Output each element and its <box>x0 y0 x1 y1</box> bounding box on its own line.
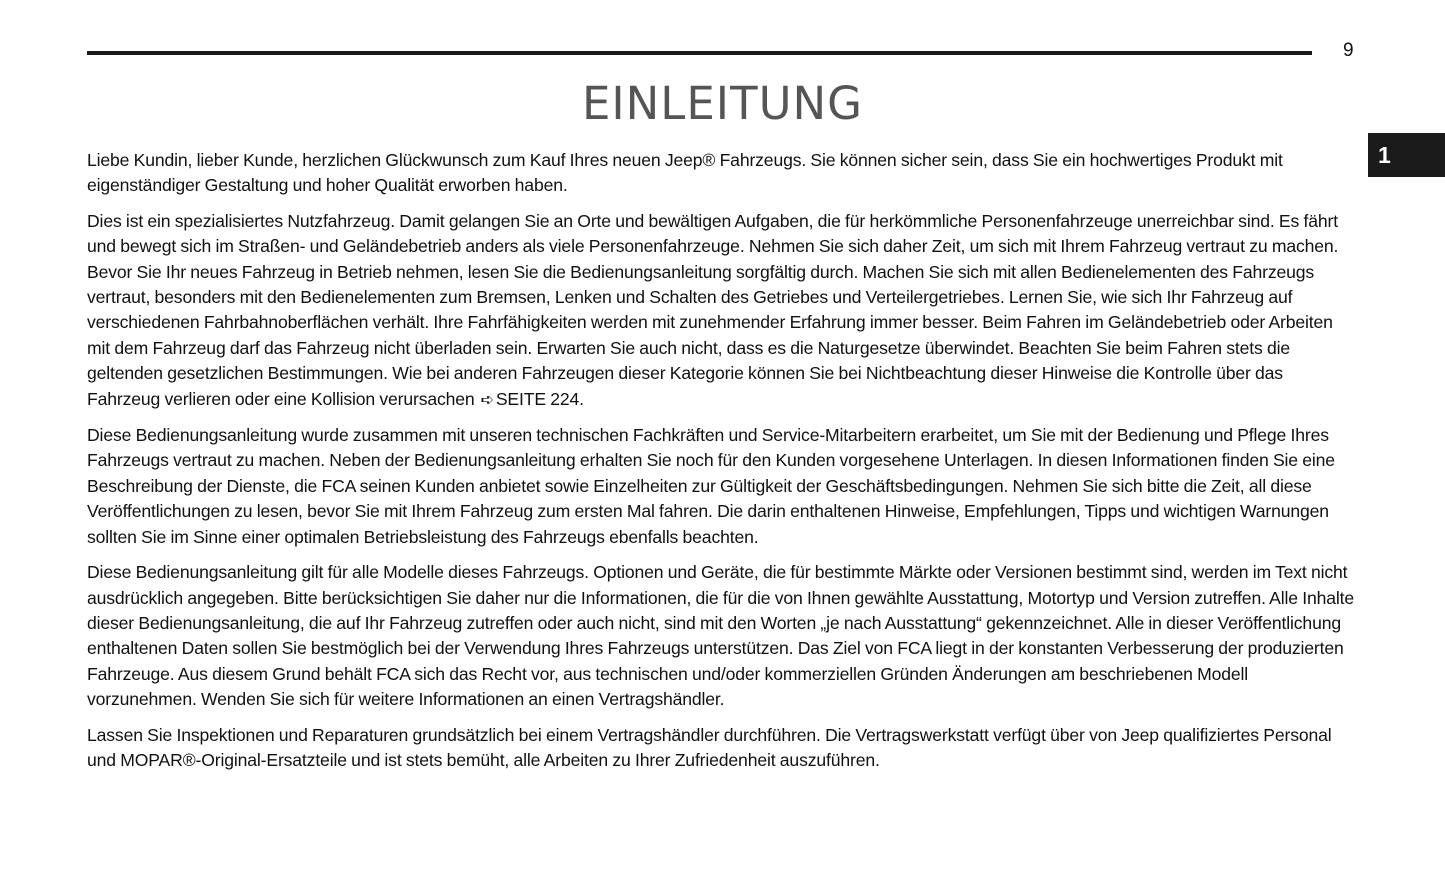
cross-reference-link[interactable]: SEITE 224 <box>495 388 580 409</box>
cross-reference-suffix: . <box>579 388 584 409</box>
page-title: EINLEITUNG <box>581 77 864 130</box>
paragraph-service: Lassen Sie Inspektionen und Reparaturen grundsätzlich bei einem Vertragshändler durchführen. Die Vertragswerkstatt verfügt über von Jeep qualifiziertes Personal und MOPAR®-Original-Ersatzteile und ist stets bemüht, alle Arbeiten zu Ihrer Zufriedenheit auszuführen. <box>87 724 1332 770</box>
paragraph-vehicle-handling <box>87 209 1359 413</box>
page-number: 9 <box>1343 40 1354 61</box>
arrow-right-icon: ➪ <box>480 391 494 409</box>
paragraph-vehicle-handling-text: Dies ist ein spezialisiertes Nutzfahrzeug. Damit gelangen Sie an Orte und bewältigen Aufgaben, die für herkömmliche Personenfahrzeuge unerreichbar sind. Es fährt und bewegt sich im Straßen- und Geländebetrieb anders als viele Personenfahrzeuge. Nehmen Sie sich daher Zeit, um sich mit Ihrem Fahrzeug vertraut zu machen. Bevor Sie Ihr neues Fahrzeug in Betrieb nehmen, lesen Sie die Bedienungsanleitung sorgfältig durch. Machen Sie sich mit allen Bedienelementen des Fahrzeugs vertraut, besonders mit den Bedienelementen zum Bremsen, Lenken und Schalten des Getriebes und Verteilergetriebes. Lernen Sie, wie sich Ihr Fahrzeug auf verschiedenen Fahrbahnoberflächen verhält. Ihre Fahrfähigkeiten werden mit zunehmender Erfahrung immer besser. Beim Fahren im Geländebetrieb oder Arbeiten mit dem Fahrzeug darf das Fahrzeug nicht überladen sein. Erwarten Sie auch nicht, dass es die Naturgesetze überwindet. Beachten Sie beim Fahren stets die geltenden gesetzlichen Bestimmungen. Wie bei anderen Fahrzeugen dieser Kategorie können Sie bei Nichtbeachtung dieser Hinweise die Kontrolle über das Fahrzeug verlieren oder eine Kollision verursachen <box>87 210 1339 409</box>
header-rule <box>87 51 1312 55</box>
paragraph-intro: Liebe Kundin, lieber Kunde, herzlichen Glückwunsch zum Kauf Ihres neuen Jeep® Fahrzeugs. Sie können sicher sein, dass Sie ein hochwertiges Produkt mit eigenständiger Gestaltung und hoher Qualität erworben haben. <box>87 150 1283 196</box>
paragraph-manual-info: Diese Bedienungsanleitung wurde zusammen mit unseren technischen Fachkräften und Service-Mitarbeitern erarbeitet, um Sie mit der Bedienung und Pflege Ihres Fahrzeugs vertraut zu machen. Neben der Bedienungsanleitung erhalten Sie noch für den Kunden vorgesehene Unterlagen. In diesen Informationen finden Sie eine Beschreibung der Dienste, die FCA seinen Kunden anbietet sowie Einzelheiten zur Gültigkeit der Geschäftsbedingungen. Nehmen Sie sich bitte die Zeit, all diese Veröffentlichungen zu lesen, bevor Sie mit Ihrem Fahrzeug zum ersten Mal fahren. Die darin enthaltenen Hinweise, Empfehlungen, Tipps und wichtigen Warnungen sollten Sie im Sinne einer optimalen Betriebsleistung des Fahrzeugs ebenfalls beachten. <box>87 425 1335 547</box>
paragraph-models: Diese Bedienungsanleitung gilt für alle Modelle dieses Fahrzeugs. Optionen und Geräte, die für bestimmte Märkte oder Versionen bestimmt sind, werden im Text nicht ausdrücklich angegeben. Bitte berücksichtigen Sie daher nur die Informationen, die für die von Ihnen gewählte Ausstattung, Motortyp und Version zutreffen. Alle Inhalte dieser Bedienungsanleitung, die auf Ihr Fahrzeug zutreffen oder auch nicht, sind mit den Worten „je nach Ausstattung“ gekennzeichnet. Alle in dieser Veröffentlichung enthaltenen Daten sollen Sie bestmöglich bei der Verwendung Ihres Fahrzeugs unterstützen. Das Ziel von FCA liegt in der konstanten Verbesserung der produzierten Fahrzeuge. Aus diesem Grund behält FCA sich das Recht vor, aus technischen und/oder kommerziellen Gründen Änderungen am beschriebenen Modell vorzunehmen. Wenden Sie sich für weitere Informationen an einen Vertragshändler. <box>87 562 1355 710</box>
chapter-tab[interactable]: 1 <box>1368 133 1445 177</box>
body-text <box>87 148 1359 783</box>
